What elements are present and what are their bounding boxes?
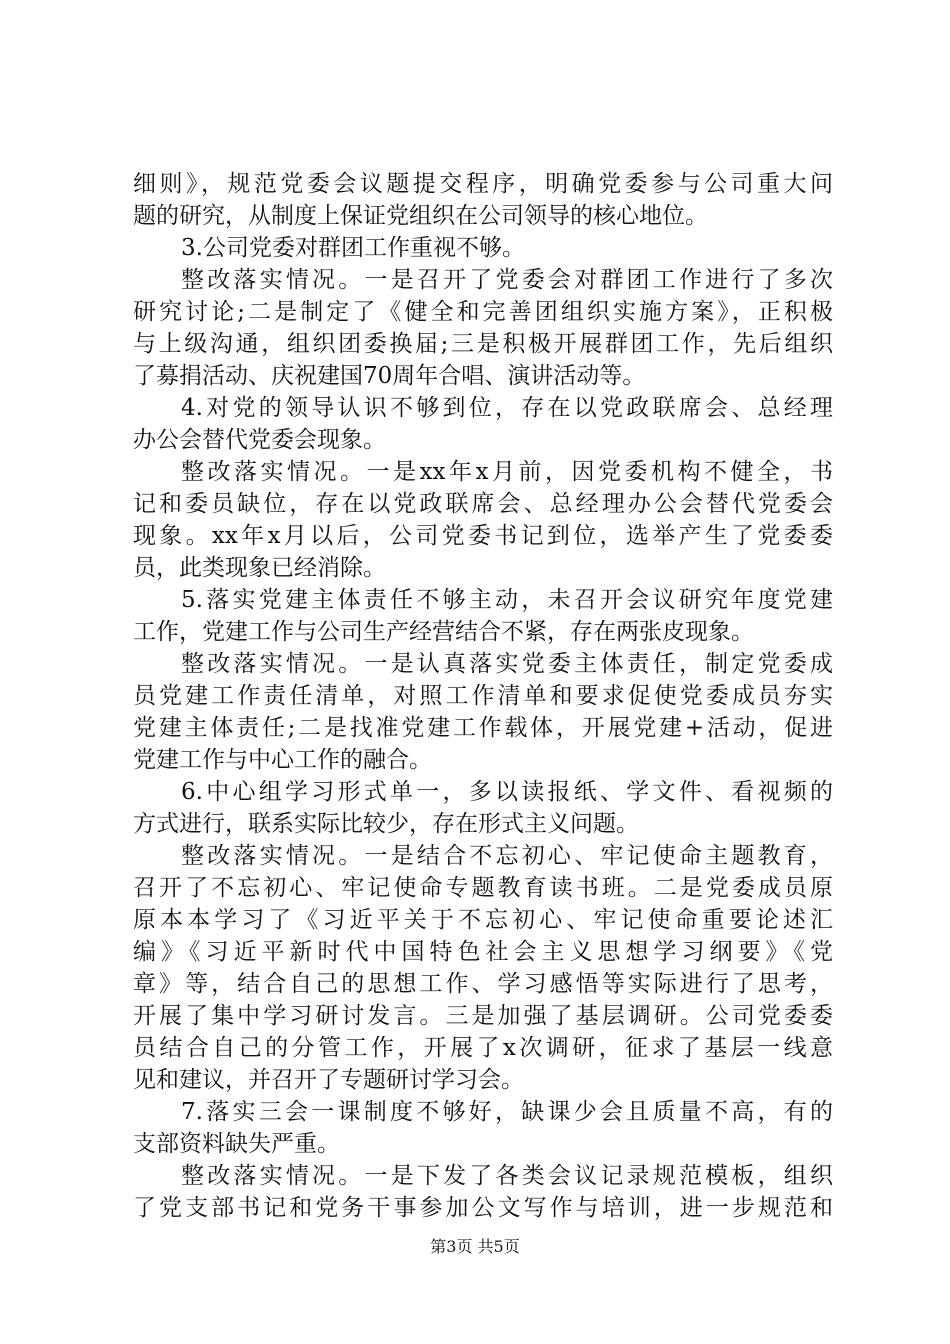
body-line: 细则》，规范党委会议题提交程序，明确党委参与公司重大问 [133, 171, 833, 197]
body-line: 工作，党建工作与公司生产经营结合不紧，存在两张皮现象。 [133, 619, 754, 645]
document-body [133, 168, 833, 1224]
numbered-item-heading: 4.对党的领导认识不够到位，存在以党政联席会、总经理 [181, 395, 833, 421]
numbered-item-heading: 5.落实党建主体责任不够主动，未召开会议研究年度党建 [181, 587, 833, 613]
numbered-item-heading: 3.公司党委对群团工作重视不够。 [181, 235, 525, 261]
body-line: 办公会替代党委会现象。 [133, 427, 386, 453]
body-line: 方式进行，联系实际比较少，存在形式主义问题。 [133, 811, 639, 837]
body-line: 整改落实情况。一是下发了各类会议记录规范模板，组织 [181, 1163, 833, 1189]
body-line: 章》等，结合自己的思想工作、学习感悟等实际进行了思考， [133, 971, 833, 997]
page-number-footer: 第3页 共5页 [430, 1237, 520, 1256]
body-line: 开展了集中学习研讨发言。三是加强了基层调研。公司党委委 [133, 1003, 833, 1029]
body-line: 题的研究，从制度上保证党组织在公司领导的核心地位。 [133, 203, 708, 229]
body-line: 支部资料缺失严重。 [133, 1131, 340, 1157]
body-line: 研究讨论;二是制定了《健全和完善团组织实施方案》，正积极 [133, 299, 833, 325]
body-line: 与上级沟通，组织团委换届;三是积极开展群团工作，先后组织 [133, 331, 833, 357]
body-line: 整改落实情况。一是召开了党委会对群团工作进行了多次 [181, 267, 833, 293]
body-line: 现象。xx年x月以后，公司党委书记到位，选举产生了党委委 [133, 523, 833, 549]
body-line: 员，此类现象已经消除。 [133, 555, 386, 581]
body-line: 召开了不忘初心、牢记使命专题教育读书班。二是党委成员原 [133, 875, 833, 901]
body-line: 整改落实情况。一是xx年x月前，因党委机构不健全，书 [181, 459, 833, 485]
body-line: 编》《习近平新时代中国特色社会主义思想学习纲要》《党 [133, 939, 833, 965]
body-line: 整改落实情况。一是认真落实党委主体责任，制定党委成 [181, 651, 833, 677]
body-line: 员结合自己的分管工作，开展了x次调研，征求了基层一线意 [133, 1035, 833, 1061]
numbered-item-heading: 6.中心组学习形式单一，多以读报纸、学文件、看视频的 [181, 779, 833, 805]
body-line: 记和委员缺位，存在以党政联席会、总经理办公会替代党委会 [133, 491, 833, 517]
body-line: 了募捐活动、庆祝建国70周年合唱、演讲活动等。 [133, 363, 646, 389]
body-line: 党建工作与中心工作的融合。 [133, 747, 432, 773]
body-line: 了党支部书记和党务干事参加公文写作与培训，进一步规范和 [133, 1195, 833, 1221]
body-line: 整改落实情况。一是结合不忘初心、牢记使命主题教育， [181, 843, 833, 869]
body-line: 原本本学习了《习近平关于不忘初心、牢记使命重要论述汇 [133, 907, 833, 933]
body-line: 见和建议，并召开了专题研讨学习会。 [133, 1067, 524, 1093]
body-line: 党建主体责任;二是找准党建工作载体，开展党建+活动，促进 [133, 715, 833, 741]
body-line: 员党建工作责任清单，对照工作清单和要求促使党委成员夯实 [133, 683, 833, 709]
numbered-item-heading: 7.落实三会一课制度不够好，缺课少会且质量不高，有的 [181, 1099, 833, 1125]
